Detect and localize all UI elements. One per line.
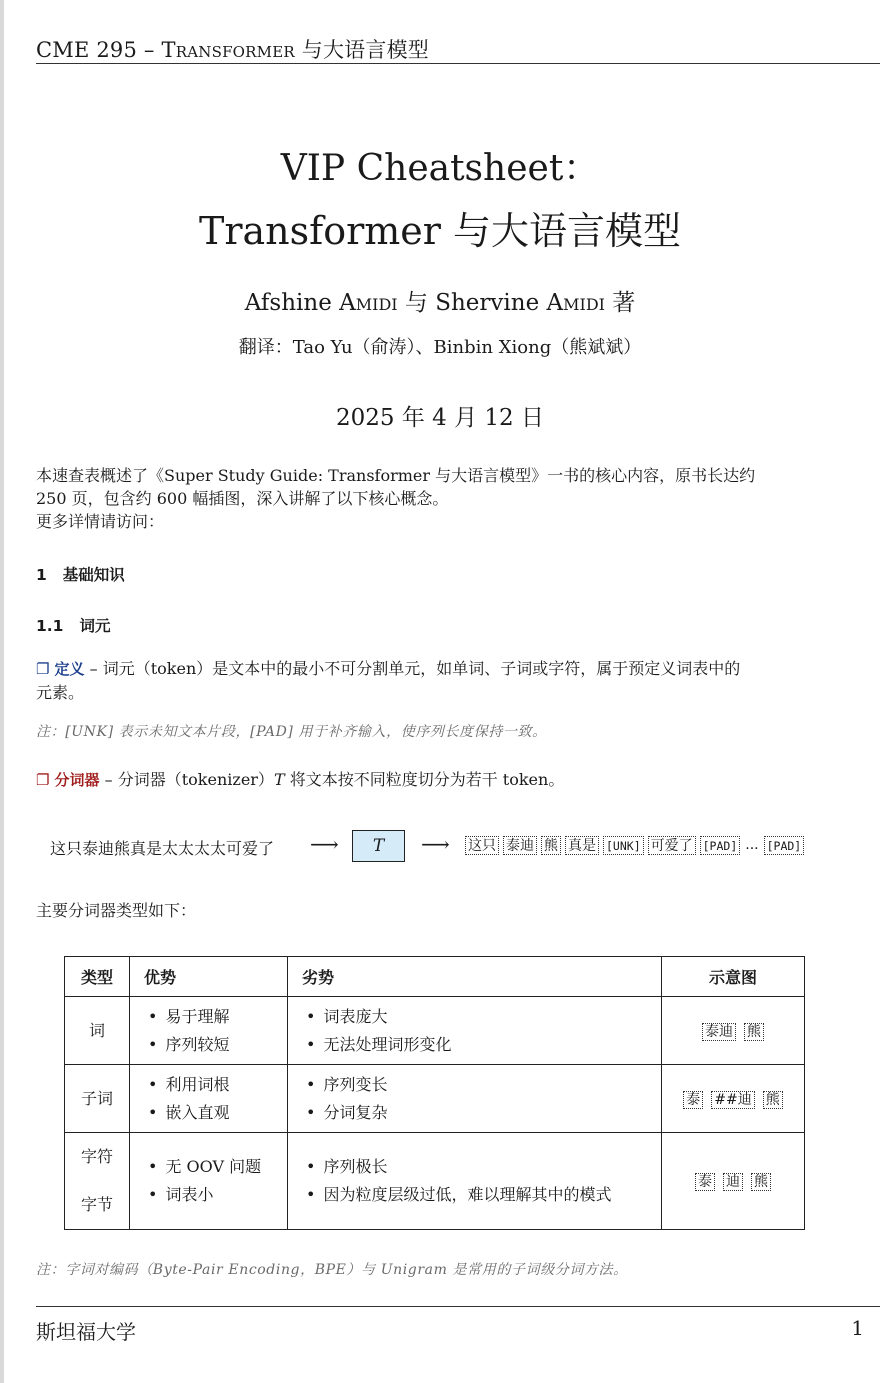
tokenizer-box: T	[352, 830, 405, 862]
date: 2025 年 4 月 12 日	[336, 405, 544, 431]
note-bpe: 注：字词对编码（Byte-Pair Encoding，BPE）与 Unigram 是常用的子词级分词方法。	[36, 1262, 628, 1278]
definition-term: 分词器	[54, 771, 100, 789]
page-number: 1	[851, 1316, 864, 1340]
list-item: • 利用词根	[148, 1071, 287, 1099]
cell-cons	[288, 1133, 662, 1230]
token: 可爱了	[648, 836, 696, 855]
cell-type	[65, 1065, 130, 1133]
running-head-title: Transformer	[161, 38, 295, 62]
translators: 翻译：Tao Yu（俞涛）、Binbin Xiong（熊斌斌）	[238, 337, 642, 358]
abstract-line: 更多详情请访问：	[36, 512, 165, 531]
definition-tokenizer	[36, 768, 846, 792]
abstract-line: 250 页，包含约 600 幅插图，深入讲解了以下核心概念。	[36, 489, 449, 508]
cell-pros	[130, 997, 288, 1065]
list-item: • 嵌入直观	[148, 1099, 287, 1127]
list-item: • 因为粒度层级过低，难以理解其中的模式	[306, 1181, 661, 1209]
running-head-title-cn: 与大语言模型	[301, 38, 429, 62]
section-title: 基础知识	[62, 566, 125, 584]
cell-type	[65, 1133, 130, 1230]
right-arrow-icon: ⟶	[421, 832, 450, 856]
token: 泰迪	[702, 1023, 736, 1041]
token-unk: [UNK]	[603, 836, 644, 855]
type-label: 词	[88, 1020, 105, 1040]
author-conjunction: 与	[404, 290, 428, 316]
list-item: • 序列较短	[148, 1031, 287, 1059]
table-row	[65, 1133, 805, 1230]
token-sequence	[465, 836, 804, 855]
token: 这只	[465, 836, 499, 855]
author-suffix: 著	[612, 290, 636, 316]
table-header: 劣势	[288, 957, 662, 997]
definition-text: – 分词器（tokenizer）	[99, 770, 274, 789]
tokenizer-symbol: T	[273, 770, 285, 789]
section-heading	[36, 563, 125, 585]
table-row	[65, 997, 805, 1065]
subsection-title: 词元	[79, 617, 111, 635]
token: 真是	[565, 836, 599, 855]
header-rule	[36, 63, 880, 64]
table-row	[65, 1065, 805, 1133]
abstract	[36, 464, 846, 533]
cell-figure	[662, 1065, 805, 1133]
token: 熊	[751, 1173, 771, 1191]
list-item: • 分词复杂	[306, 1099, 661, 1127]
cell-pros	[130, 1133, 288, 1230]
definition-text-cont: 元素。	[36, 683, 85, 702]
subsection-number: 1.1	[36, 617, 64, 635]
definition-text: – 词元（token）是文本中的最小不可分割单元，如单词、子词或字符，属于预定义词表中的	[84, 659, 741, 678]
abstract-line: 本速查表概述了《Super Study Guide: Transformer 与大语言模型》一书的核心内容，原书长达约	[36, 466, 756, 485]
definition-text-after: 将文本按不同粒度切分为若干 token。	[284, 770, 565, 789]
token: 熊	[541, 836, 561, 855]
authors	[0, 284, 880, 317]
document-title-line2: Transformer 与大语言模型	[198, 209, 681, 253]
token: 泰	[683, 1091, 703, 1109]
footer-rule	[36, 1306, 880, 1307]
type-label: 子词	[80, 1088, 113, 1108]
token: 熊	[763, 1091, 783, 1109]
demo-input-sentence: 这只泰迪熊真是太太太太可爱了	[50, 839, 275, 858]
author2-last: Amidi	[546, 290, 605, 316]
list-item: • 无法处理词形变化	[306, 1031, 661, 1059]
cell-cons	[288, 1065, 662, 1133]
list-item: • 无 OOV 问题	[148, 1153, 287, 1181]
definition-term: 定义	[54, 660, 85, 678]
footer-institution: 斯坦福大学	[36, 1320, 136, 1344]
author1-last: Amidi	[339, 290, 398, 316]
type-label: 字符	[80, 1147, 113, 1166]
document-title-line1: VIP Cheatsheet：	[280, 148, 600, 189]
table-header: 优势	[130, 957, 288, 997]
subsection-heading	[36, 614, 110, 636]
token-pad: [PAD]	[764, 836, 805, 855]
running-head-course: CME 295 –	[36, 38, 155, 62]
cell-pros	[130, 1065, 288, 1133]
running-head	[36, 34, 429, 64]
right-arrow-icon: ⟶	[310, 832, 339, 856]
section-number: 1	[36, 566, 47, 584]
list-item: • 词表小	[148, 1181, 287, 1209]
list-item: • 易于理解	[148, 1003, 287, 1031]
table-intro: 主要分词器类型如下：	[36, 901, 197, 920]
table-header: 示意图	[662, 957, 805, 997]
token-ellipsis: ...	[745, 837, 759, 853]
token: ##迪	[711, 1091, 754, 1109]
token: 迪	[723, 1173, 743, 1191]
list-item: • 序列极长	[306, 1153, 661, 1181]
table-header-row	[65, 957, 805, 997]
checkbox-icon: ❐	[36, 660, 50, 678]
token: 熊	[744, 1023, 764, 1041]
checkbox-icon: ❐	[36, 771, 50, 789]
table-header: 类型	[65, 957, 130, 997]
token-pad: [PAD]	[700, 836, 741, 855]
cell-cons	[288, 997, 662, 1065]
cell-type	[65, 997, 130, 1065]
definition-token	[36, 657, 846, 704]
list-item: • 序列变长	[306, 1071, 661, 1099]
token: 泰	[695, 1173, 715, 1191]
token: 泰迪	[503, 836, 537, 855]
list-item: • 词表庞大	[306, 1003, 661, 1031]
author1-first: Afshine	[244, 290, 332, 316]
tokenizer-types-table	[64, 956, 805, 1230]
author2-first: Shervine	[435, 290, 540, 316]
type-label: 字节	[80, 1195, 113, 1214]
cell-figure	[662, 1133, 805, 1230]
note-unk: 注：[UNK] 表示未知文本片段，[PAD] 用于补齐输入，使序列长度保持一致。	[36, 724, 547, 740]
cell-figure	[662, 997, 805, 1065]
